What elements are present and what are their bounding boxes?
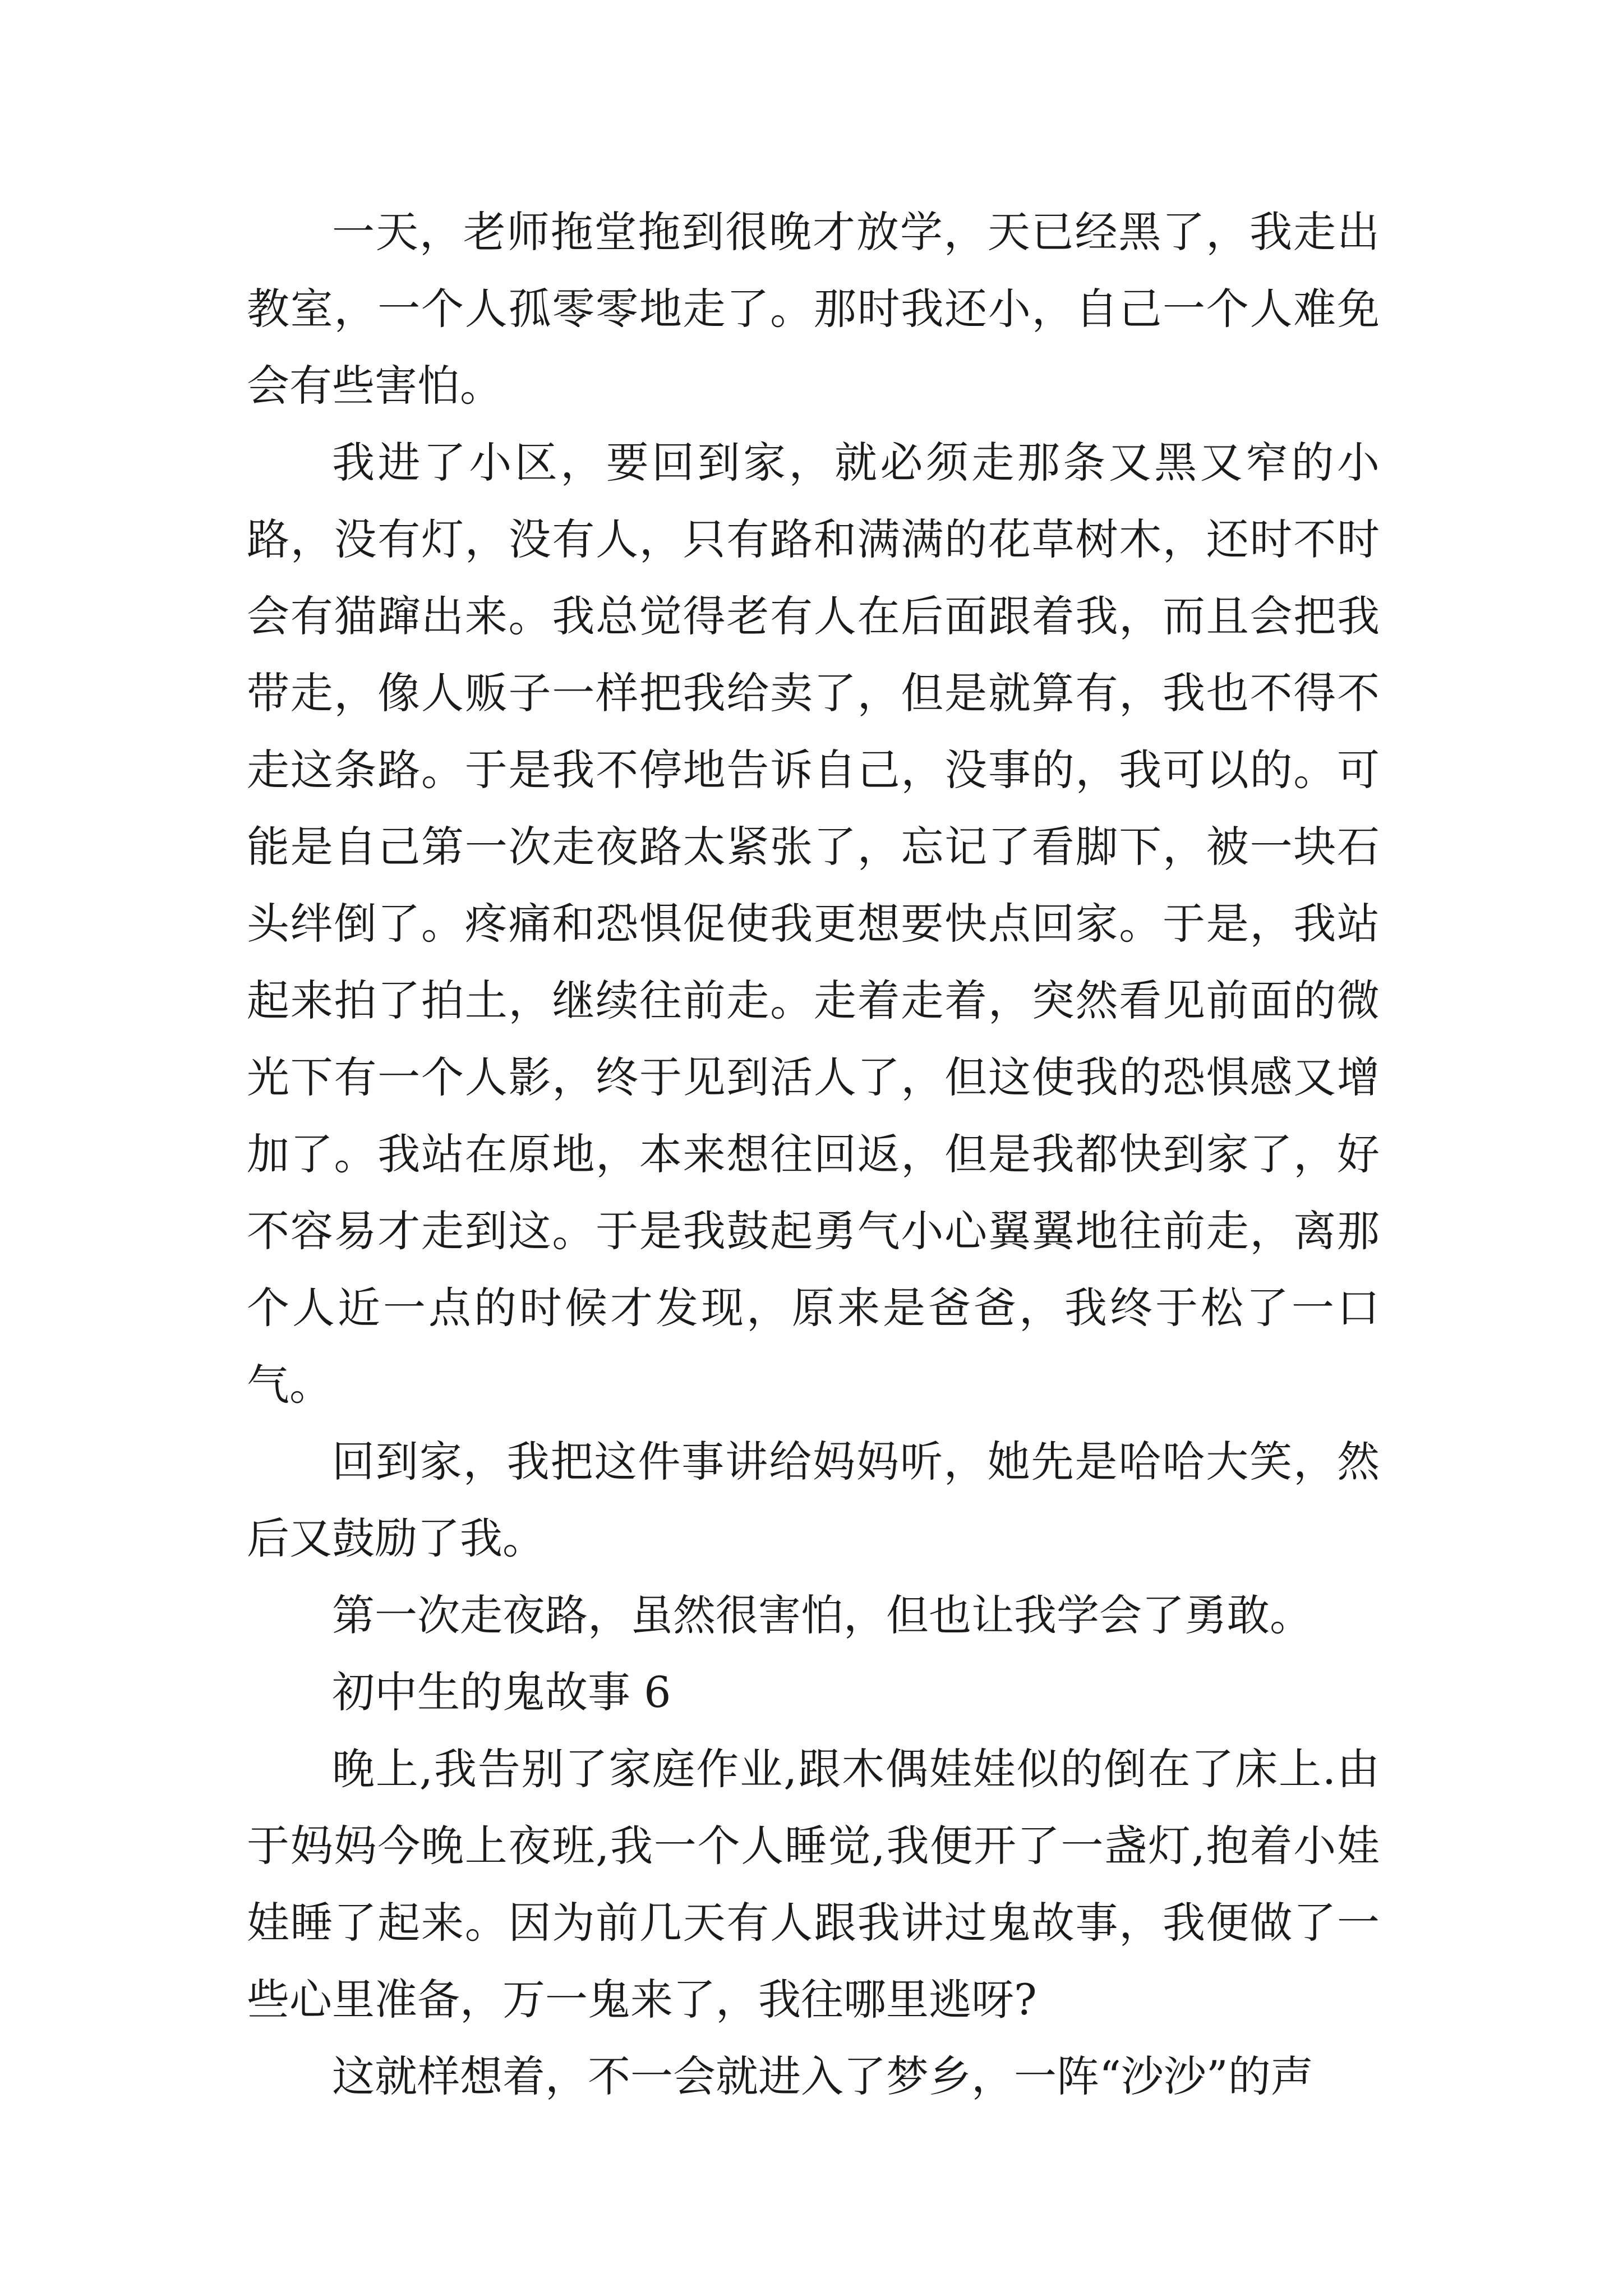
- paragraph-2: 我进了小区，要回到家，就必须走那条又黑又窄的小路，没有灯，没有人，只有路和满满的花草树木，还时不时会有猫蹿出来。我总觉得老有人在后面跟着我，而且会把我带走，像人贩子一样把我给卖了，但是就算有，我也不得不走这条路。于是我不停地告诉自己，没事的，我可以的。可能是自己第一次走夜路太紧张了，忘记了看脚下，被一块石头绊倒了。疼痛和恐惧促使我更想要快点回家。于是，我站起来拍了拍土，继续往前走。走着走着，突然看见前面的微光下有一个人影，终于见到活人了，但这使我的恐惧感又增加了。我站在原地，本来想往回返，但是我都快到家了，好不容易才走到这。于是我鼓起勇气小心翼翼地往前走，离那个人近一点的时候才发现，原来是爸爸，我终于松了一口气。: [247, 438, 1380, 1410]
- paragraph-5: 晚上,我告别了家庭作业,跟木偶娃娃似的倒在了床上.由于妈妈今晚上夜班,我一个人睡觉,我便开了一盏灯,抱着小娃娃睡了起来。因为前几天有人跟我讲过鬼故事，我便做了一些心里准备，万一鬼来了，我往哪里逃呀?: [247, 1744, 1380, 2024]
- paragraph-4: 第一次走夜路，虽然很害怕，但也让我学会了勇敢。: [332, 1590, 1312, 1640]
- section-heading: 初中生的鬼故事 6: [332, 1667, 671, 1717]
- document-body: [247, 194, 1380, 2115]
- paragraph-1: 一天，老师拖堂拖到很晚才放学，天已经黑了，我走出教室，一个人孤零零地走了。那时我还小，自己一个人难免会有些害怕。: [247, 207, 1380, 411]
- paragraph-6: 这就样想着，不一会就进入了梦乡，一阵“沙沙”的声: [332, 2051, 1313, 2101]
- paragraph-3: 回到家，我把这件事讲给妈妈听，她先是哈哈大笑，然后又鼓励了我。: [247, 1437, 1380, 1563]
